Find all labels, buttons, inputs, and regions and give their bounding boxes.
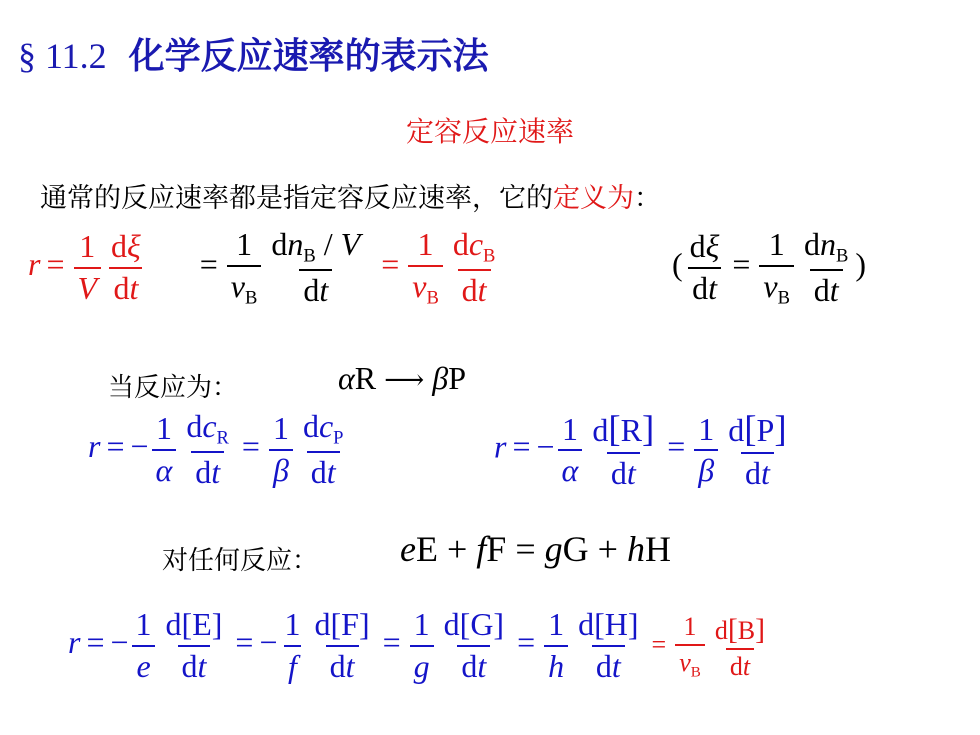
section-number: § 11.2 bbox=[18, 36, 107, 76]
intro-colon: ： bbox=[634, 183, 661, 214]
intro-lead: 通常的反应速率都是指定容反应速率，它的 bbox=[40, 183, 553, 214]
extent-relation-formula: ( $\frac{d\xi}{dt}$ = $\frac{1}{\nu_B}$ $\frac{dn_B}{dt}$ ) bbox=[672, 226, 867, 309]
rate-concentration-formula: r = − $\frac{1}{\alpha}$ $\frac{dc_R}{dt}$ = $\frac{1}{\beta}$ $\frac{dc_P}{dt}$ bbox=[88, 408, 344, 490]
rate-definition-formula: r = $\frac{1}{V}$ $\frac{d\xi}{dt}$ = $\frac{1}{\nu_B}$ $\frac{dn_B / V}{dt}$ = $\frac{1}{\nu_B}$ $\frac{dc_B}{dt}$ bbox=[28, 226, 496, 309]
rate-bracket-formula: r = − $\frac{1}{\alpha}$ $\frac{d[R]}{dt}$ = $\frac{1}{\beta}$ $\frac{d[P]}{dt}$ bbox=[494, 408, 787, 491]
page-title bbox=[18, 28, 489, 79]
label-when-reaction: 当反应为： bbox=[108, 373, 239, 403]
label-any-reaction: 对任何反应： bbox=[162, 546, 319, 576]
simple-reaction-equation: αR ⟶ βP bbox=[338, 360, 467, 396]
definition-intro bbox=[40, 176, 661, 215]
section-title: 化学反应速率的表示法 bbox=[128, 36, 489, 77]
general-reaction-equation: eE + fF = gG + hH bbox=[400, 529, 671, 569]
subtitle: 定容反应速率 bbox=[405, 115, 574, 148]
general-rate-formula: r = − $\frac{1}{e}$ $\frac{d[E]}{dt}$ = − $\frac{1}{f}$ $\frac{d[F]}{dt}$ = $\frac{1}{g}$ $\frac{d[G]}{dt}$ = $\frac{1}{h}$ $\frac{d[H]}{dt}$ = $\frac{1}{\nu_B}$ $\frac{d[B]}{dt}$ bbox=[68, 606, 766, 684]
intro-highlight: 定义为 bbox=[553, 183, 634, 214]
